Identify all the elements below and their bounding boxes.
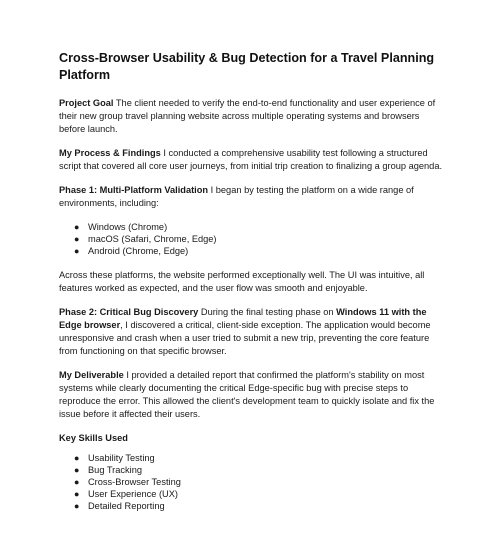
bullet-icon: ● bbox=[74, 222, 80, 232]
process-paragraph bbox=[59, 147, 448, 173]
list-item: ● Android (Chrome, Edge) bbox=[74, 246, 189, 257]
deliverable-text: I provided a detailed report that confirmed the platform's stability on most systems while clearly documenting the critical Edge-specific bug with precise steps to reproduce the error. This allowed the client's development team to quickly isolate and fix the issue before it affected their users. bbox=[59, 369, 435, 419]
phase1-text: I began by testing the platform on a wide range of environments, including: bbox=[59, 185, 414, 208]
phase1-summary-paragraph: Across these platforms, the website performed exceptionally well. The UI was intuitive, all features worked as expected, and the user flow was smooth and enjoyable. bbox=[59, 269, 425, 293]
skills-heading: Key Skills Used bbox=[59, 432, 128, 443]
project-goal-label: Project Goal bbox=[59, 98, 114, 108]
list-item: ● User Experience (UX) bbox=[74, 489, 178, 500]
phase2-paragraph: Phase 2: Critical Bug Discovery During the final testing phase on Windows 11 with the Edge browser, I discovered a critical, client-side exception. The application would become unresponsive and crash when a user tried to submit a new trip, preventing the core feature from functioning on that specific browser. bbox=[59, 306, 431, 356]
skills-list bbox=[59, 452, 448, 513]
process-label: My Process & Findings bbox=[59, 148, 161, 158]
list-item: ● Detailed Reporting bbox=[74, 501, 165, 512]
bullet-icon: ● bbox=[74, 501, 80, 512]
list-item: ● Windows (Chrome) bbox=[74, 222, 168, 232]
process-text: I conducted a comprehensive usability test following a structured script that covered all core user journeys, from initial trip creation to finalizing a group agenda. bbox=[59, 148, 443, 171]
list-item: ● Bug Tracking bbox=[74, 464, 142, 475]
bullet-icon: ● bbox=[74, 489, 80, 500]
environment-list bbox=[59, 221, 448, 258]
bullet-icon: ● bbox=[74, 452, 80, 463]
project-goal-text: The client needed to verify the end-to-end functionality and user experience of their new group travel planning website across multiple operating systems and browsers before launch. bbox=[59, 98, 436, 134]
bullet-icon: ● bbox=[74, 234, 80, 245]
list-item: ● macOS (Safari, Chrome, Edge) bbox=[74, 234, 217, 245]
phase2-label: Phase 2: Critical Bug Discovery bbox=[59, 306, 199, 317]
bullet-icon: ● bbox=[74, 464, 80, 475]
list-item: ● Cross-Browser Testing bbox=[74, 477, 181, 488]
deliverable-paragraph bbox=[59, 369, 448, 421]
project-goal-paragraph bbox=[59, 97, 448, 136]
bullet-icon: ● bbox=[74, 246, 80, 257]
deliverable-label: My Deliverable bbox=[59, 369, 124, 380]
phase1-label: Phase 1: Multi-Platform Validation bbox=[59, 185, 209, 195]
list-item: ● Usability Testing bbox=[74, 452, 155, 463]
phase1-paragraph bbox=[59, 184, 448, 210]
bullet-icon: ● bbox=[74, 477, 80, 488]
phase2-highlight: Windows 11 with the Edge browser bbox=[59, 306, 427, 330]
document-title: Cross-Browser Usability & Bug Detection for a Travel Planning Platform bbox=[59, 51, 435, 82]
